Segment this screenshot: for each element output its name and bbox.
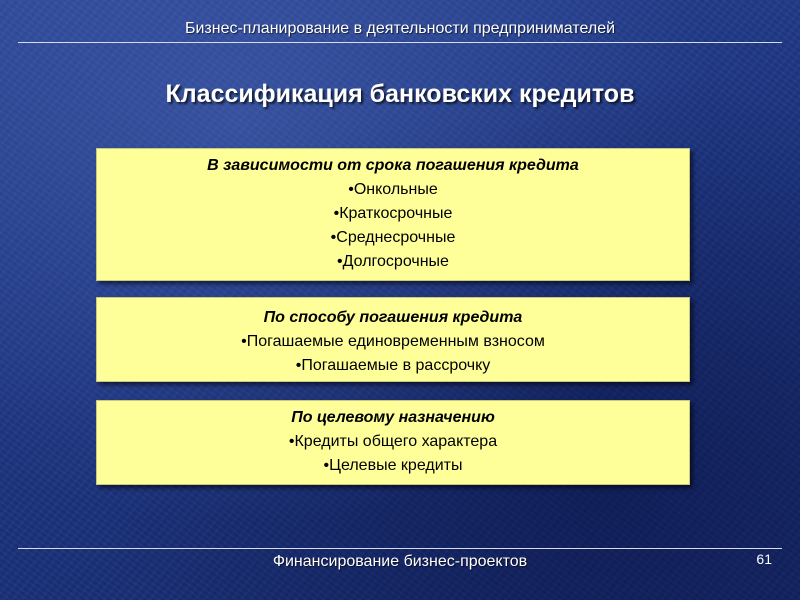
classification-box-purpose [96, 400, 690, 485]
list-item: •Долгосрочные [337, 253, 449, 270]
page-number: 61 [756, 551, 772, 567]
box-heading: В зависимости от срока погашения кредита [207, 157, 579, 174]
header-text: Бизнес-планирование в деятельности предпринимателей [184, 20, 616, 37]
footer-text: Финансирование бизнес-проектов [272, 553, 528, 570]
list-item: •Погашаемые в рассрочку [295, 357, 491, 374]
classification-box-repayment [96, 297, 690, 382]
list-item: •Среднесрочные [330, 229, 456, 246]
classification-box-term [96, 148, 690, 281]
box-heading: По способу погашения кредита [263, 309, 523, 326]
list-item: •Целевые кредиты [323, 457, 463, 474]
list-item: •Онкольные [348, 181, 438, 198]
header-divider [18, 42, 782, 43]
footer-divider [18, 548, 782, 549]
box-heading: По целевому назначению [291, 409, 495, 426]
list-item: •Кредиты общего характера [288, 433, 498, 450]
list-item: •Краткосрочные [333, 205, 453, 222]
slide-title: Классификация банковских кредитов [165, 80, 635, 108]
list-item: •Погашаемые единовременным взносом [241, 333, 545, 350]
